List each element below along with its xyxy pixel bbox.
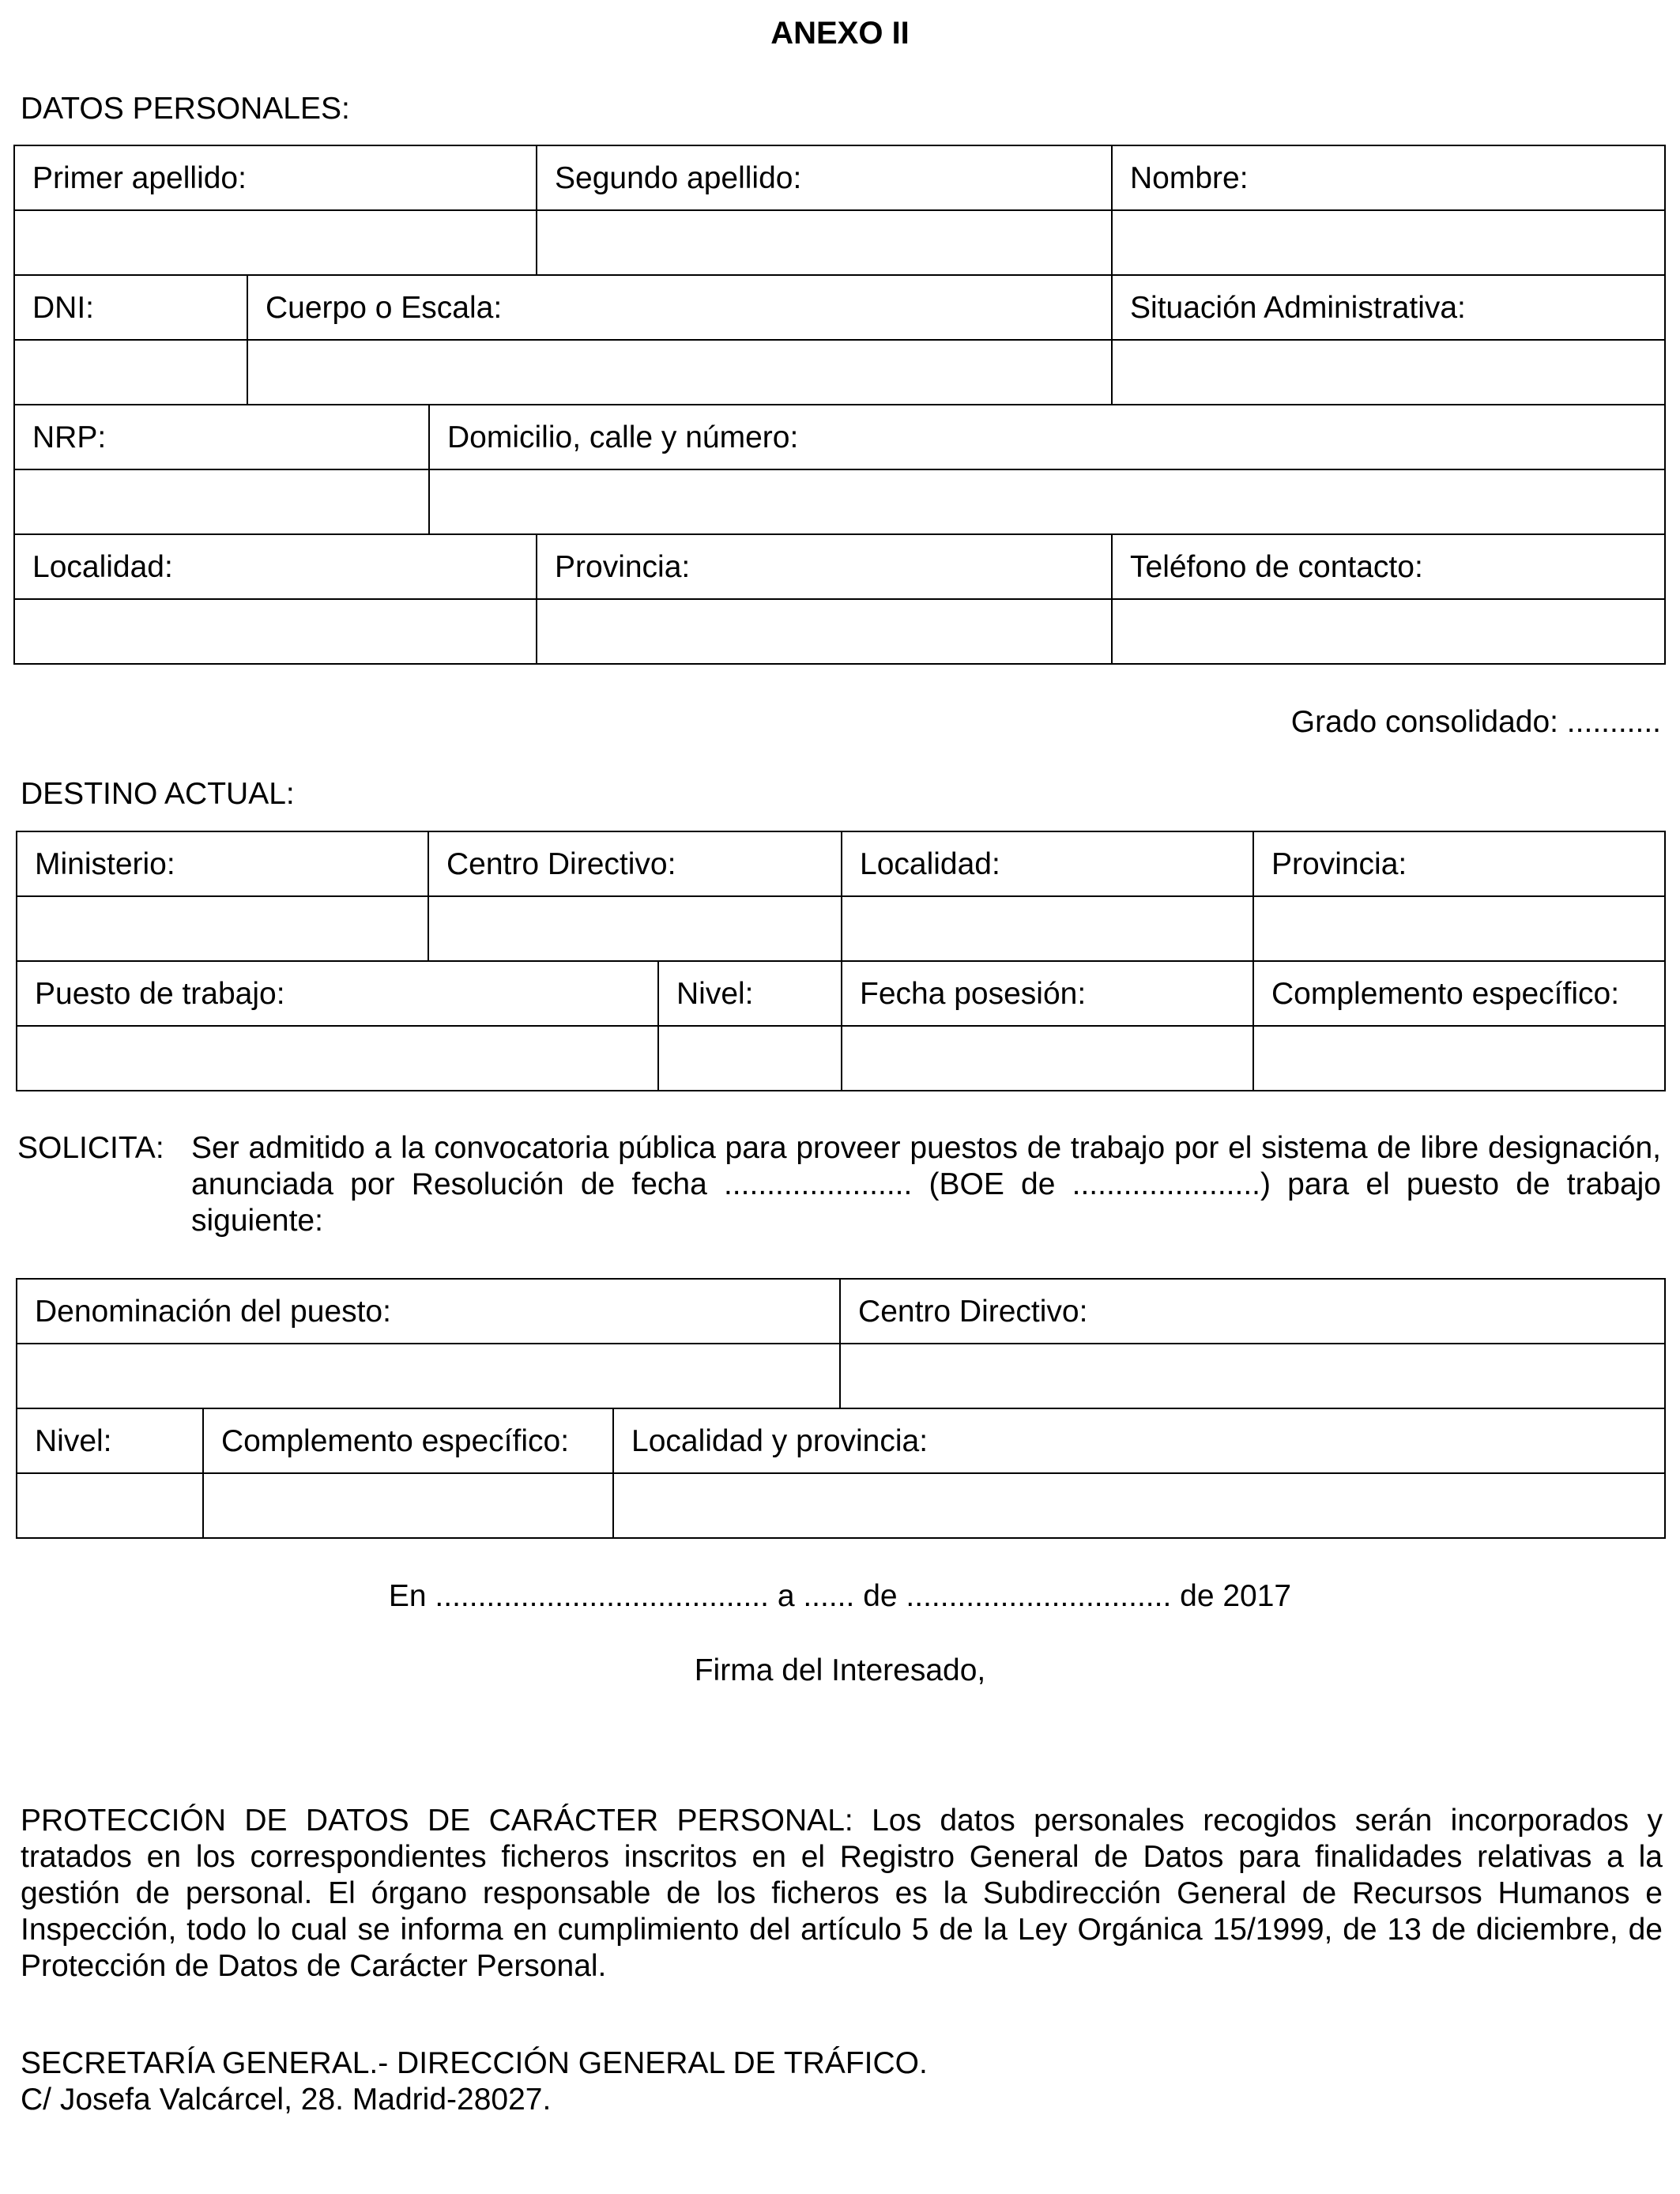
denominacion-puesto-label: Denominación del puesto: xyxy=(17,1279,840,1344)
localidad-provincia-field[interactable] xyxy=(613,1473,1665,1538)
destino-provincia-field[interactable] xyxy=(1253,896,1665,961)
datos-personales-heading: DATOS PERSONALES: xyxy=(21,92,350,126)
solicitado-complemento-label: Complemento específico: xyxy=(203,1408,613,1473)
destino-actual-table xyxy=(16,831,1666,1091)
solicita-block xyxy=(17,1130,1661,1239)
provincia-field[interactable] xyxy=(537,599,1112,664)
solicita-label: SOLICITA: xyxy=(17,1131,164,1165)
centro-directivo-field[interactable] xyxy=(428,896,842,961)
puesto-trabajo-field[interactable] xyxy=(17,1026,658,1091)
dni-label: DNI: xyxy=(14,275,247,340)
nombre-label: Nombre: xyxy=(1112,145,1665,210)
destino-localidad-label: Localidad: xyxy=(842,831,1253,896)
primer-apellido-label: Primer apellido: xyxy=(14,145,537,210)
segundo-apellido-label: Segundo apellido: xyxy=(537,145,1112,210)
nivel-label: Nivel: xyxy=(658,961,842,1026)
firma-interesado: Firma del Interesado, xyxy=(694,1653,986,1687)
cuerpo-escala-field[interactable] xyxy=(247,340,1112,405)
telefono-contacto-field[interactable] xyxy=(1112,599,1665,664)
fecha-lugar: En ....................................... a ...... de ............................... de 2017 xyxy=(388,1579,1292,1613)
datos-personales-table xyxy=(13,145,1666,665)
solicita-text: Ser admitido a la convocatoria pública para proveer puestos de trabajo por el sistema de libre designación, anunciada por Resolución de fecha ...................... (BOE de ......................) para el puesto de trabajo siguiente: xyxy=(191,1131,1661,1238)
destino-localidad-field[interactable] xyxy=(842,896,1253,961)
complemento-especifico-label: Complemento específico: xyxy=(1253,961,1665,1026)
localidad-provincia-label: Localidad y provincia: xyxy=(613,1408,1665,1473)
puesto-solicitado-table xyxy=(16,1278,1666,1539)
destino-actual-heading: DESTINO ACTUAL: xyxy=(21,777,295,811)
nrp-field[interactable] xyxy=(14,469,429,534)
footer-organismo: SECRETARÍA GENERAL.- DIRECCIÓN GENERAL DE TRÁFICO. xyxy=(21,2046,928,2080)
domicilio-field[interactable] xyxy=(429,469,1665,534)
segundo-apellido-field[interactable] xyxy=(537,210,1112,275)
ministerio-label: Ministerio: xyxy=(17,831,428,896)
complemento-especifico-field[interactable] xyxy=(1253,1026,1665,1091)
solicitado-centro-directivo-field[interactable] xyxy=(840,1344,1665,1408)
domicilio-label: Domicilio, calle y número: xyxy=(429,405,1665,469)
footer-direccion: C/ Josefa Valcárcel, 28. Madrid-28027. xyxy=(21,2083,552,2117)
grado-consolidado: Grado consolidado: ........... xyxy=(1290,705,1661,739)
fecha-posesion-field[interactable] xyxy=(842,1026,1253,1091)
destino-provincia-label: Provincia: xyxy=(1253,831,1665,896)
nombre-field[interactable] xyxy=(1112,210,1665,275)
proteccion-datos-paragraph: PROTECCIÓN DE DATOS DE CARÁCTER PERSONAL: Los datos personales recogidos serán incorporados y tratados en los correspondientes ficheros inscritos en el Registro General de Datos para finalidades relativas a la gestión de personal. El órgano responsable de los ficheros es la Subdirección General de Recursos Humanos e Inspección, todo lo cual se informa en cumplimiento del artículo 5 de la Ley Orgánica 15/1999, de 13 de diciembre, de Protección de Datos de Carácter Personal. xyxy=(21,1804,1663,1983)
telefono-contacto-label: Teléfono de contacto: xyxy=(1112,534,1665,599)
dni-field[interactable] xyxy=(14,340,247,405)
solicitado-complemento-field[interactable] xyxy=(203,1473,613,1538)
localidad-field[interactable] xyxy=(14,599,537,664)
solicitado-nivel-field[interactable] xyxy=(17,1473,203,1538)
puesto-trabajo-label: Puesto de trabajo: xyxy=(17,961,658,1026)
situacion-administrativa-label: Situación Administrativa: xyxy=(1112,275,1665,340)
primer-apellido-field[interactable] xyxy=(14,210,537,275)
situacion-administrativa-field[interactable] xyxy=(1112,340,1665,405)
solicitado-centro-directivo-label: Centro Directivo: xyxy=(840,1279,1665,1344)
localidad-label: Localidad: xyxy=(14,534,537,599)
nrp-label: NRP: xyxy=(14,405,429,469)
cuerpo-escala-label: Cuerpo o Escala: xyxy=(247,275,1112,340)
ministerio-field[interactable] xyxy=(17,896,428,961)
solicitado-nivel-label: Nivel: xyxy=(17,1408,203,1473)
denominacion-puesto-field[interactable] xyxy=(17,1344,840,1408)
fecha-posesion-label: Fecha posesión: xyxy=(842,961,1253,1026)
centro-directivo-label: Centro Directivo: xyxy=(428,831,842,896)
provincia-label: Provincia: xyxy=(537,534,1112,599)
nivel-field[interactable] xyxy=(658,1026,842,1091)
page-title: ANEXO II xyxy=(770,16,910,51)
